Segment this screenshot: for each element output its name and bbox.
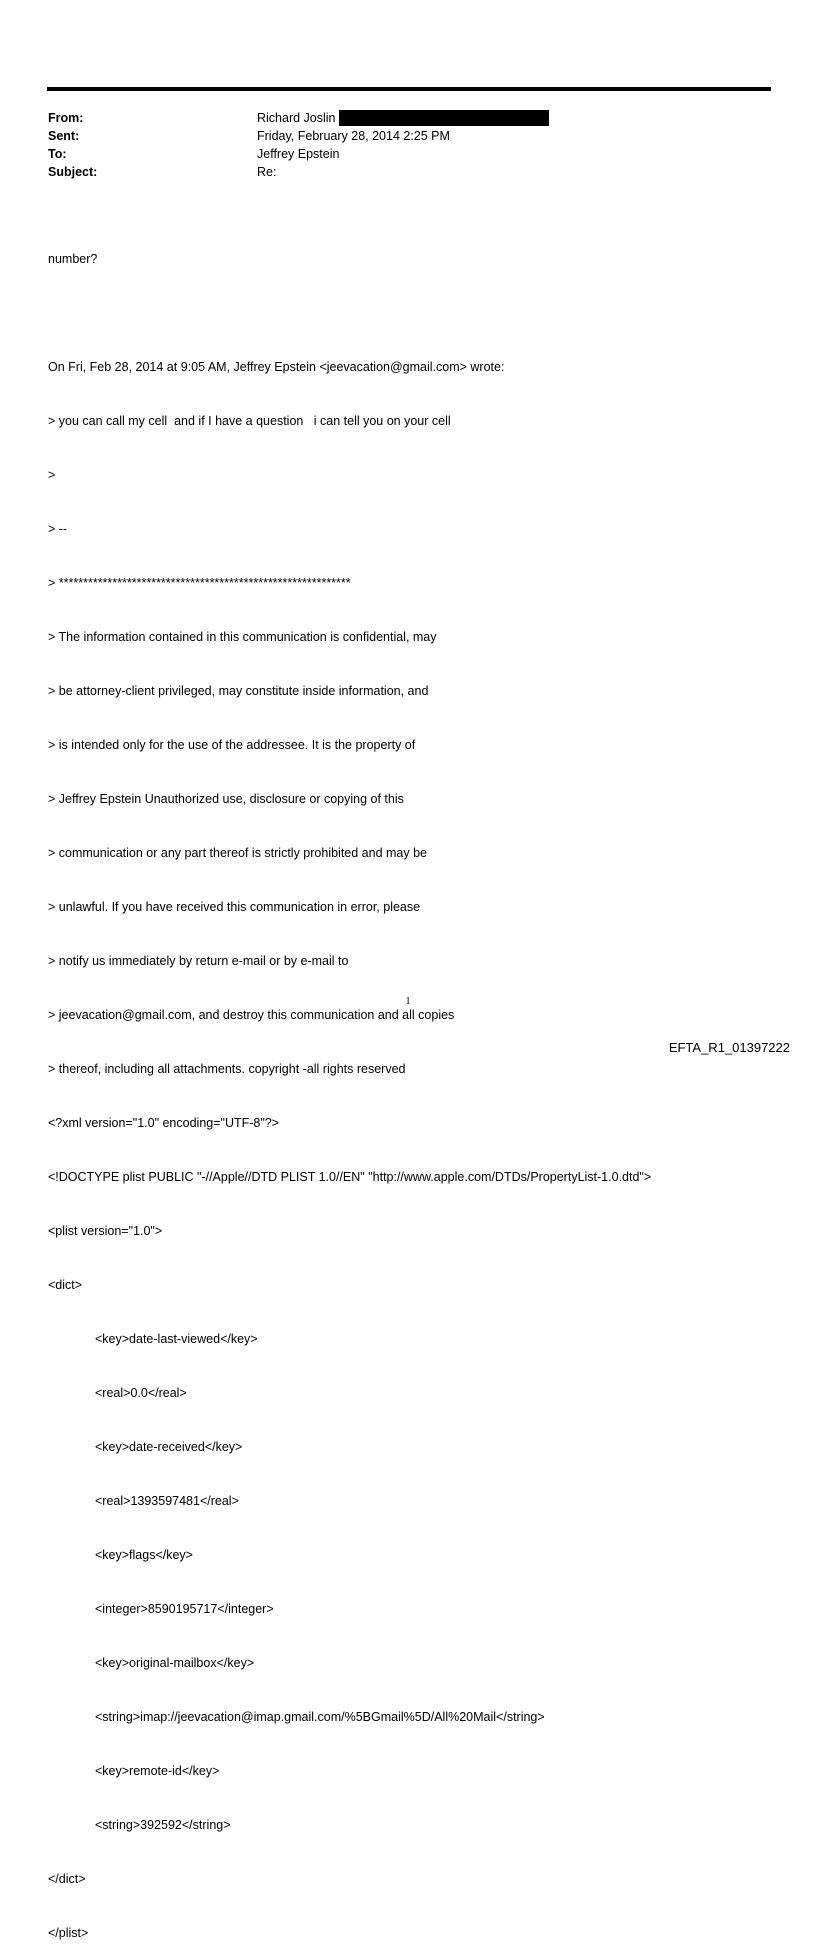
bates-number: EFTA_R1_01397222: [668, 1040, 790, 1055]
blank-line: [48, 304, 651, 322]
quoted-line: > unlawful. If you have received this communication in error, please: [48, 900, 421, 914]
subject-row: [48, 163, 549, 181]
quoted-line: > be attorney-client privileged, may constitute inside information, and: [48, 684, 429, 698]
quoted-line: > ************************************************************: [48, 576, 351, 590]
xml-indented-line: <key>original-mailbox</key>: [95, 1656, 255, 1670]
xml-line: <plist version="1.0">: [48, 1224, 163, 1238]
header-rule: [47, 87, 771, 91]
xml-indented-line: <real>1393597481</real>: [95, 1494, 239, 1508]
xml-indented-line: <integer>8590195717</integer>: [95, 1602, 274, 1616]
sent-row: [48, 127, 549, 145]
quoted-line: > communication or any part thereof is strictly prohibited and may be: [48, 846, 428, 860]
quoted-line: > --: [48, 522, 68, 536]
quoted-intro: On Fri, Feb 28, 2014 at 9:05 AM, Jeffrey Epstein <jeevacation@gmail.com> wrote:: [48, 360, 505, 374]
xml-indented-line: <real>0.0</real>: [95, 1386, 187, 1400]
subject-value: Re:: [257, 165, 277, 179]
to-value: Jeffrey Epstein: [257, 147, 340, 161]
email-header: [48, 109, 549, 181]
from-label: From:: [48, 111, 84, 125]
quoted-line: > The information contained in this communication is confidential, may: [48, 630, 437, 644]
quoted-line: > Jeffrey Epstein Unauthorized use, disclosure or copying of this: [48, 792, 404, 806]
xml-line: <?xml version="1.0" encoding="UTF-8"?>: [48, 1116, 280, 1130]
quoted-line: > jeevacation@gmail.com, and destroy this communication and all copies: [48, 1008, 455, 1022]
xml-indented-line: <string>392592</string>: [95, 1818, 231, 1832]
sent-label: Sent:: [48, 129, 80, 143]
reply-text: number?: [48, 252, 98, 266]
from-row: [48, 109, 549, 127]
xml-indented-line: <key>remote-id</key>: [95, 1764, 220, 1778]
xml-line: <dict>: [48, 1278, 83, 1292]
xml-line: <!DOCTYPE plist PUBLIC "-//Apple//DTD PLIST 1.0//EN" "http://www.apple.com/DTDs/PropertyList-1.0.dtd">: [48, 1170, 652, 1184]
sent-value: Friday, February 28, 2014 2:25 PM: [257, 129, 450, 143]
xml-line: </dict>: [48, 1872, 86, 1886]
page-number: 1: [405, 996, 411, 1007]
from-value-wrap: [257, 109, 549, 127]
quoted-line: > notify us immediately by return e-mail or by e-mail to: [48, 954, 349, 968]
xml-line: </plist>: [48, 1926, 89, 1940]
subject-label: Subject:: [48, 165, 98, 179]
xml-indented-line: <string>imap://jeevacation@imap.gmail.com/%5BGmail%5D/All%20Mail</string>: [95, 1710, 545, 1724]
quoted-line: > thereof, including all attachments. copyright -all rights reserved: [48, 1062, 406, 1076]
quoted-line: >: [48, 468, 56, 482]
xml-indented-line: <key>flags</key>: [95, 1548, 193, 1562]
to-label: To:: [48, 147, 67, 161]
xml-indented-line: <key>date-received</key>: [95, 1440, 243, 1454]
quoted-line: > you can call my cell and if I have a question i can tell you on your cell: [48, 414, 451, 428]
from-value: Richard Joslin: [257, 111, 336, 125]
xml-indented-line: <key>date-last-viewed</key>: [95, 1332, 258, 1346]
to-row: [48, 145, 549, 163]
redaction-box: [339, 110, 549, 126]
quoted-line: > is intended only for the use of the addressee. It is the property of: [48, 738, 416, 752]
email-body: [48, 214, 651, 1960]
